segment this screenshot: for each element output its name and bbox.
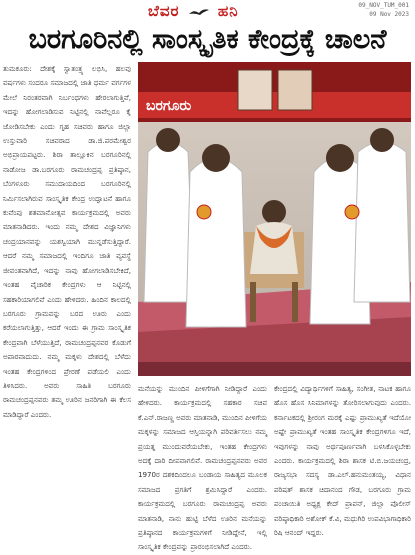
article-text-1: ತುಮಕೂರು: ದೇಶಕ್ಕೆ ಸ್ವಾತಂತ್ರ್ಯ ಲಭಿಸಿ, ಹಲವು ವರ್ಷಗಳು ಸಂದರೂ ಸಮಾಜದಲ್ಲಿ ಜಾತಿ ಧರ್ಮ ವರ್ಗಗಳ ಮೇಲೆ ನಿರಂತರವಾಗಿ ನಿರ್ಬಂಧಗಳು ಹೇರಲಾಗುತ್ತಿವೆ, ಇದನ್ನು ಹೋಗಲಾಡಿಸುವ ನಿಟ್ಟಿನಲ್ಲಿ ನಾವೆಲ್ಲರೂ ಕೈ ಜೋಡಿಸಬೇಕು ಎಂದು ಗೃಹ ಸಚಿವರು ಹಾಗೂ ಜಿಲ್ಲಾ ಉಸ್ತುವಾರಿ ಸಚಿವರಾದ ಡಾ.ಜಿ.ಪರಮೇಶ್ವರ ಅಭಿಪ್ರಾಯಪಟ್ಟರು. ಶಿರಾ ತಾಲ್ಲೂಕಿನ ಬರಗೂರಿನಲ್ಲಿ ನಾಡೋಜ ಡಾ.ಬರಗೂರು ರಾಮಚಂದ್ರಪ್ಪ ಪ್ರತಿಷ್ಠಾನ, ಬೆಂಗಳೂರು ಸಮುದಾಯದಿಂದ ಬರಗೂರಿನಲ್ಲಿ ನಿರ್ಮಿಸಲಾಗಿರುವ ಸಾಂಸ್ಕೃತಿಕ ಕೇಂದ್ರ ಉದ್ಘಾಟನೆ ಹಾಗೂ ಕುವೆಂಪು ಶತಮಾನೋತ್ಸವ ಕಾರ್ಯಕ್ರಮದಲ್ಲಿ ಅವರು ಮಾತನಾಡಿದರು. ಇಂದು ನಮ್ಮ ದೇಶದ ವಿಜ್ಞಾನಿಗಳು ಚಂದ್ರಯಾನವನ್ನು ಯಶಸ್ವಿಯಾಗಿ ಮುನ್ನಡೆಸುತ್ತಿದ್ದಾರೆ. ಆದರೆ ನಮ್ಮ ಸಮಾಜದಲ್ಲಿ ಇಂದಿಗೂ ಜಾತಿ ವ್ಯವಸ್ಥೆ ಜೀವಂತವಾಗಿದೆ, ಇದನ್ನು ನಾವು ಹೋಗಲಾಡಿಸಬೇಕಿದೆ, ಇಂತಹ ವೈಚಾರಿಕ ಕೇಂದ್ರಗಳು ಆ ನಿಟ್ಟಿನಲ್ಲಿ ಸಹಕಾರಿಯಾಗಲಿವೆ ಎಂದು ಹೇಳಿದರು. ಹಿಂದಿನ ಕಾಲದಲ್ಲಿ ಬರಗೂರು ಗ್ರಾಮವನ್ನು ಬರದ ಊರು ಎಂದು ಕರೆಯಲಾಗುತ್ತಿತ್ತು, ಆದರೆ ಇಂದು ಈ ಗ್ರಾಮ ಸಾಂಸ್ಕೃತಿಕ ಕೇಂದ್ರವಾಗಿ ಬೆಳೆಯುತ್ತಿದೆ, ರಾಮಚಂದ್ರಪ್ಪನವರ ಕೊಡುಗೆ ಅಪಾರವಾದುದು. ನಮ್ಮ ಮಕ್ಕಳು ದೇಶದಲ್ಲಿ ಬೆಳೆದು ಇಂತಹ ಕೇಂದ್ರಗಳಿಂದ ಪ್ರೇರಣೆ ಪಡೆಯಲಿ ಎಂದು ತಿಳಿಸಿದರು. ಅವರು ಸಾಹಿತಿ ಬರಗೂರು ರಾಮಚಂದ್ರಪ್ಪನವರು ತಮ್ಮ ಊರಿನ ಜನರಿಗಾಗಿ ಈ ಕೆಲಸ ಮಾಡಿದ್ದಾರೆ ಎಂದರು.: [3, 64, 131, 419]
article-column-2: [138, 382, 267, 552]
news-photo-icon: [138, 62, 411, 376]
article-text-2: ಮನೆಯನ್ನು ಮುಂದಿನ ಪೀಳಿಗೆಗಾಗಿ ನೀಡಿದ್ದಾರೆ ಎಂದು ಹೇಳಿದರು. ಕಾರ್ಯಕ್ರಮದಲ್ಲಿ ಸಹಕಾರ ಸಚಿವ ಕೆ.ಎನ್.ರಾಜಣ್ಣ ಅವರು ಮಾತನಾಡಿ, ಮುಂದಿನ ಪೀಳಿಗೆಯ ಮಕ್ಕಳನ್ನು ಸಮಾಜದ ಆಸ್ತಿಯನ್ನಾಗಿ ಪರಿವರ್ತಿಸಲು ನಮ್ಮ ಪ್ರಯತ್ನ ಮುಂದುವರೆಯಬೇಕು, ಇಂತಹ ಕೇಂದ್ರಗಳು ಅದಕ್ಕೆ ದಾರಿ ದೀಪವಾಗಲಿವೆ. ರಾಮಚಂದ್ರಪ್ಪನವರು ಅವರ 1970ರ ದಶಕದಿಂದಲೂ ಬಂಡಾಯ ಸಾಹಿತ್ಯದ ಮೂಲಕ ಸಮಾಜದ ಪ್ರಗತಿಗೆ ಶ್ರಮಿಸಿದ್ದಾರೆ ಎಂದರು. ಕಾರ್ಯಕ್ರಮದಲ್ಲಿ ಬರಗೂರು ರಾಮಚಂದ್ರಪ್ಪ ಅವರು ಮಾತನಾಡಿ, ನಾನು ಹುಟ್ಟಿ ಬೆಳೆದ ಊರಿನ ಮನೆಯನ್ನು ಪ್ರತಿಷ್ಠಾನದ ಕಾರ್ಯಕ್ರಮಗಳಿಗೆ ನೀಡಿದ್ದೇನೆ, ಇಲ್ಲಿ ಸಾಂಸ್ಕೃತಿಕ ಕೇಂದ್ರವನ್ನು ಪ್ರಾರಂಭಿಸಲಾಗಿದೆ ಎಂದರು.: [138, 384, 267, 552]
headline: ಬರಗೂರಿನಲ್ಲಿ ಸಾಂಸ್ಕೃತಿಕ ಕೇಂದ್ರಕ್ಕೆ ಚಾಲನೆ: [28, 24, 387, 55]
newspaper-logo: [148, 2, 239, 20]
news-photo: [138, 62, 411, 376]
publication-date: 09 Nov 2023: [369, 11, 409, 18]
banner-text: ಬರಗೂರು: [146, 98, 192, 114]
edition-code: 09_NOV_TUM_001: [358, 2, 409, 9]
article-column-3: [274, 382, 411, 538]
brand-part1: ಬೆವರ: [148, 2, 180, 20]
brand-part2: ಹನಿ: [217, 2, 239, 20]
bird-icon: [188, 7, 210, 17]
article-column-1: [3, 62, 131, 498]
masthead: [0, 0, 415, 22]
article-text-3: ಕೇಂದ್ರದಲ್ಲಿ ವಿದ್ಯಾರ್ಥಿಗಳಿಗೆ ಸಾಹಿತ್ಯ, ಸಂಗೀತ, ನಾಟಕ ಹಾಗೂ ಹೊಸ ಹೊಸ ಸಿನಿಮಾಗಳನ್ನು ತೋರಿಸಲಾಗುವುದು ಎಂದರು. ಕರ್ನಾಟಕದಲ್ಲಿ ಶ್ರೀರಂಗ ಮರಕ್ಕೆ ಎಷ್ಟು ಪ್ರಾಮುಖ್ಯತೆ ಇದೆಯೋ ಅಷ್ಟೇ ಪ್ರಾಮುಖ್ಯತೆ ಇಂತಹ ಸಾಂಸ್ಕೃತಿಕ ಕೇಂದ್ರಗಳಿಗೂ ಇದೆ, ಇವುಗಳನ್ನು ನಾವು ಅರ್ಥಪೂರ್ಣವಾಗಿ ಬಳಸಿಕೊಳ್ಳಬೇಕು ಎಂದರು. ಕಾರ್ಯಕ್ರಮದಲ್ಲಿ ಶಿರಾ ಶಾಸಕ ಟಿ.ಬಿ.ಜಯಚಂದ್ರ, ರಾಜ್ಯಸಭಾ ಸದಸ್ಯ ಡಾ.ಎಲ್.ಹನುಮಂತಯ್ಯ, ವಿಧಾನ ಪರಿಷತ್ ಶಾಸಕ ಚಿದಾನಂದ ಗೌಡ, ಬರಗೂರು ಗ್ರಾಮ ಪಂಚಾಯಿತಿ ಅಧ್ಯಕ್ಷ ಕೇದ್ ಪ್ರಾಪನ್, ಜಿಲ್ಲಾ ಪೊಲೀಸ್ ವರಿಷ್ಠಾಧಿಕಾರಿ ಅಶೋಕ್ ಕೆ.ವಿ, ಮಧುಗಿರಿ ಉಪವಿಭಾಗಾಧಿಕಾರಿ ರಿಷಿ ಆನಂದ್ ಇದ್ದರು.: [274, 384, 411, 538]
